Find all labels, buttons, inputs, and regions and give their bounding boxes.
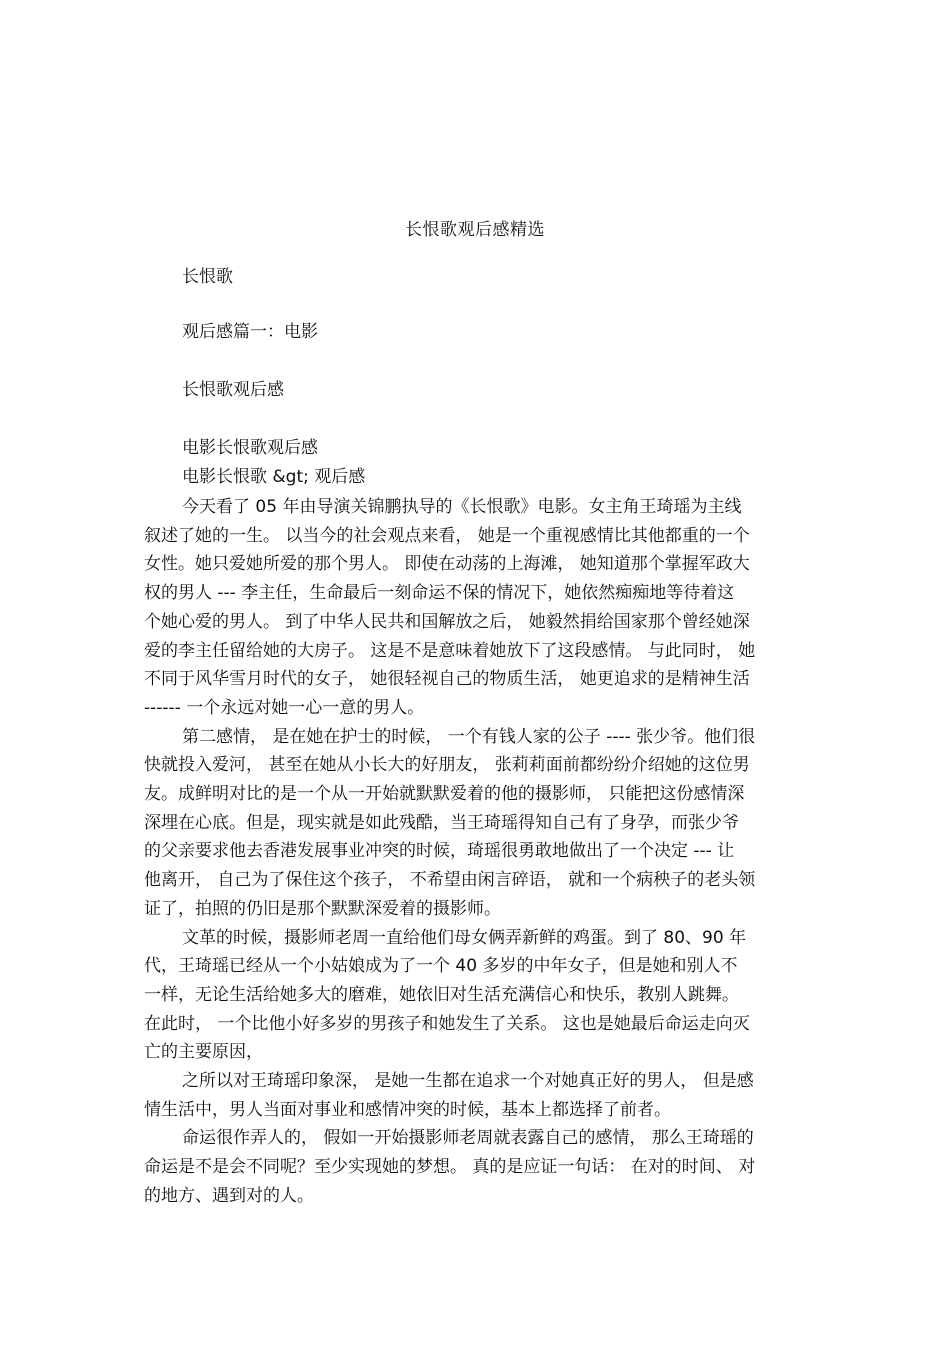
body-line: 他离开， 自己为了保住这个孩子， 不希望由闲言碎语， 就和一个病秧子的老头领 [144, 870, 756, 891]
body-line: 一样，无论生活给她多大的磨难，她依旧对生活充满信心和快乐，教别人跳舞。 [144, 984, 739, 1005]
body-line: 亡的主要原因， [144, 1042, 263, 1063]
body-line: 权的男人 --- 李主任，生命最后一刻命运不保的情况下，她依然痴痴地等待着这 [144, 583, 735, 604]
heading-part-one: 观后感篇一：电影 [182, 322, 318, 342]
heading-song-title: 长恨歌 [182, 267, 233, 287]
body-line: 的父亲要求他去香港发展事业冲突的时候，琦瑶很勇敢地做出了一个决定 --- 让 [144, 841, 735, 862]
heading-movie-review-alt: 电影长恨歌 &gt; 观后感 [182, 467, 366, 487]
body-line: 在此时， 一个比他小好多岁的男孩子和她发生了关系。 这也是她最后命运走向灭 [144, 1013, 750, 1034]
body-line: 叙述了她的一生。 以当今的社会观点来看， 她是一个重视感情比其他都重的一个 [144, 525, 750, 546]
body-line: 第二感情， 是在她在护士的时候， 一个有钱人家的公子 ---- 张少爷。他们很 [182, 726, 756, 747]
document-title: 长恨歌观后感精选 [405, 220, 545, 240]
body-line: 今天看了 05 年由导演关锦鹏执导的《长恨歌》电影。女主角王琦瑶为主线 [182, 497, 742, 517]
body-line: 命运是不是会不同呢？至少实现她的梦想。 真的是应证一句话： 在对的时间、 对 [144, 1157, 756, 1178]
body-line: 命运很作弄人的， 假如一开始摄影师老周就表露自己的感情， 那么王琦瑶的 [182, 1128, 754, 1149]
body-line: 不同于风华雪月时代的女子， 她很轻视自己的物质生活， 她更追求的是精神生活 [144, 669, 750, 690]
body-line: 代，王琦瑶已经从一个小姑娘成为了一个 40 多岁的中年女子，但是她和别人不 [144, 956, 738, 977]
body-line: 个她心爱的男人。 到了中华人民共和国解放之后， 她毅然捐给国家那个曾经她深 [144, 611, 750, 632]
body-line: 女性。她只爱她所爱的那个男人。 即使在动荡的上海滩， 她知道那个掌握军政大 [144, 554, 750, 575]
document-body [0, 493, 950, 1233]
heading-movie-review: 电影长恨歌观后感 [182, 438, 318, 458]
body-line: 之所以对王琦瑶印象深， 是她一生都在追求一个对她真正好的男人， 但是感 [182, 1071, 754, 1091]
body-line: 的地方、遇到对的人。 [144, 1185, 314, 1206]
body-line: 快就投入爱河， 甚至在她从小长大的好朋友， 张莉莉面前都纷纷介绍她的这位男 [144, 755, 750, 776]
body-line: 深埋在心底。但是，现实就是如此残酷，当王琦瑶得知自己有了身孕，而张少爷 [144, 812, 739, 833]
body-line: 文革的时候，摄影师老周一直给他们母女俩弄新鲜的鸡蛋。到了 80、90 年 [182, 927, 747, 948]
body-line: ------ 一个永远对她一心一意的男人。 [144, 697, 425, 718]
body-line: 证了，拍照的仍旧是那个默默深爱着的摄影师。 [144, 898, 501, 919]
body-line: 情生活中，男人当面对事业和感情冲突的时候，基本上都选择了前者。 [144, 1099, 671, 1120]
body-line: 友。成鲜明对比的是一个从一开始就默默爱着的他的摄影师， 只能把这份感情深 [144, 784, 745, 804]
body-line: 爱的李主任留给她的大房子。 这是不是意味着她放下了这段感情。 与此同时， 她 [144, 640, 756, 661]
heading-review-title: 长恨歌观后感 [182, 380, 284, 400]
